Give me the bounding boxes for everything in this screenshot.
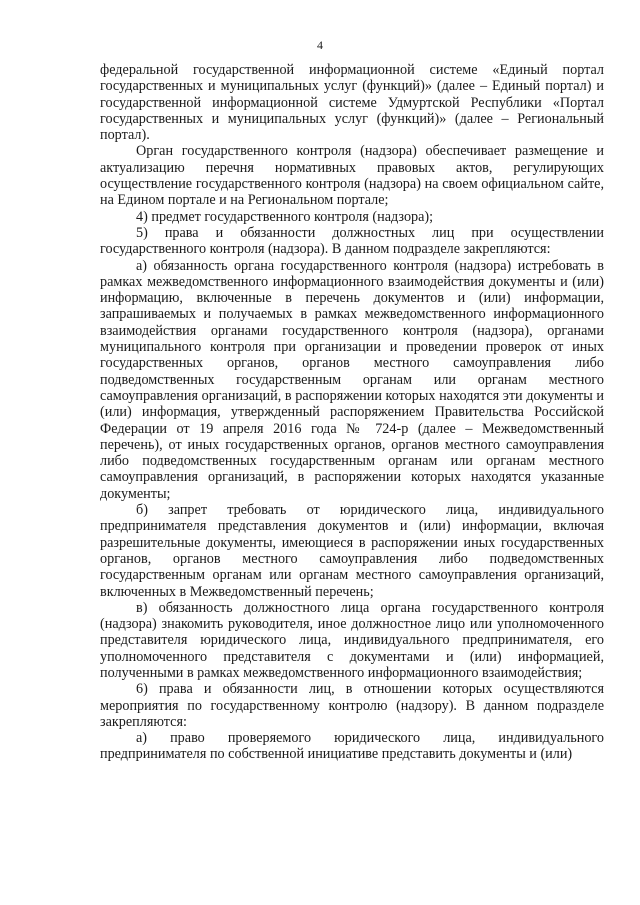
paragraph: в) обязанность должностного лица органа государственного контроля (надзора) знакомить руководителя, иное должностное лицо или уполномоченного представителя юридического лица, индивидуального предпринимателя, его уполномоченного представителя с документами и (или) информацией, полученными в рамках межведомственного информационного взаимодействия; (100, 599, 604, 681)
paragraph: а) обязанность органа государственного контроля (надзора) истребовать в рамках межведомственного информационного взаимодействия документы и (или) информацию, включенные в перечень документов и (или) информации, запрашиваемых и получаемых в рамках межведомственного информационного взаимодействия органами государственного контроля (надзора), органами муниципального контроля при организации и проведении проверок от иных государственных органов, органов местного самоуправления либо подведомственных государственным органам или органам местного самоуправления организаций, в распоряжении которых находятся эти документы и (или) информация, утвержденный распоряжением Правительства Российской Федерации от 19 апреля 2016 года № 724-р (далее – Межведомственный перечень), от иных государственных органов, органов местного самоуправления либо подведомственных государственным органам или органам местного самоуправления организаций, в распоряжении которых находятся указанные документы; (100, 257, 604, 502)
paragraph: 4) предмет государственного контроля (надзора); (136, 208, 434, 225)
paragraph: 5) права и обязанности должностных лиц при осуществлении государственного контроля (надзора). В данном подразделе закрепляются: (100, 224, 604, 258)
paragraph: Орган государственного контроля (надзора) обеспечивает размещение и актуализацию перечня нормативных правовых актов, регулирующих осуществление государственного контроля (надзора) на своем официальном сайте, на Едином портале и на Региональном портале; (100, 143, 604, 209)
page-number: 4 (317, 38, 323, 52)
paragraph: б) запрет требовать от юридического лица, индивидуального предпринимателя представления документов и (или) информации, включая разрешительные документы, имеющиеся в распоряжении иных государственных органов, органов местного самоуправления либо подведомственных государственным органам или органам местного самоуправления организаций, включенных в Межведомственный перечень; (100, 502, 604, 600)
paragraph: федеральной государственной информационной системе «Единый портал государственных и муниципальных услуг (функций)» (далее – Единый портал) и государственной информационной системе Удмуртской Республики «Портал государственных и муниципальных услуг (функций)» (далее – Региональный портал). (100, 62, 604, 144)
document-body (100, 62, 604, 763)
paragraph: а) право проверяемого юридического лица, индивидуального предпринимателя по собственной инициативе представить документы и (или) (100, 730, 604, 763)
paragraph: 6) права и обязанности лиц, в отношении которых осуществляются мероприятия по государственному контролю (надзору). В данном подразделе закрепляются: (100, 681, 604, 730)
